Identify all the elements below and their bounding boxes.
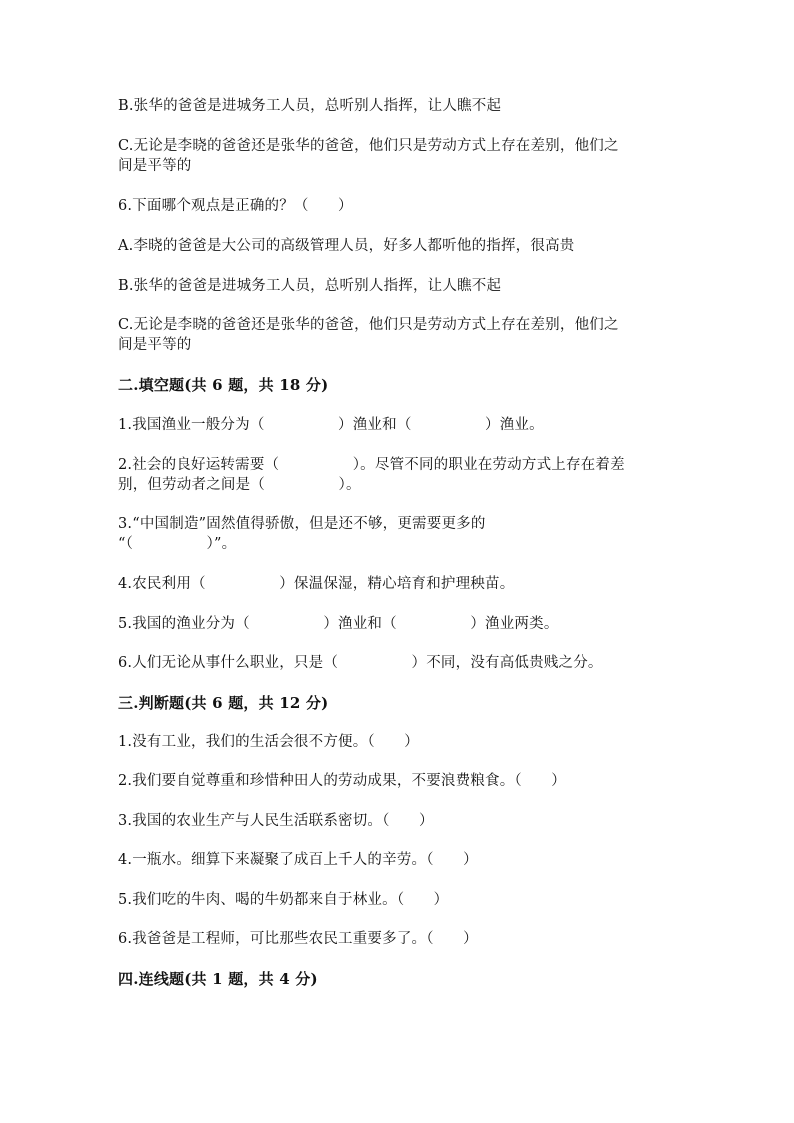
q6-option-c-line1: C.无论是李晓的爸爸还是张华的爸爸，他们只是劳动方式上存在差别，他们之 [118, 317, 619, 333]
q5-option-c-line1: C.无论是李晓的爸爸还是张华的爸爸，他们只是劳动方式上存在差别，他们之 [118, 138, 619, 154]
judge-q5: 5.我们吃的牛肉、喝的牛奶都来自于林业。（ ） [118, 892, 449, 908]
section4-heading: 四.连线题(共 1 题，共 4 分) [118, 970, 318, 988]
fill-q5: 5.我国的渔业分为（ ）渔业和（ ）渔业两类。 [118, 616, 559, 632]
q6-option-c-line2: 间是平等的 [118, 337, 192, 353]
q5-option-c-line2: 间是平等的 [118, 158, 192, 174]
fill-q3-line2: “（ ）”。 [118, 536, 237, 552]
fill-q3-line1: 3.“中国制造”固然值得骄傲，但是还不够，更需要更多的 [118, 516, 486, 532]
judge-q2: 2.我们要自觉尊重和珍惜种田人的劳动成果，不要浪费粮食。（ ） [118, 773, 566, 789]
judge-q6: 6.我爸爸是工程师，可比那些农民工重要多了。（ ） [118, 931, 478, 947]
fill-q2-line1: 2.社会的良好运转需要（ ）。尽管不同的职业在劳动方式上存在着差 [118, 457, 625, 473]
section2-heading: 二.填空题(共 6 题，共 18 分) [118, 376, 329, 394]
fill-q1: 1.我国渔业一般分为（ ）渔业和（ ）渔业。 [118, 417, 544, 433]
fill-q6: 6.人们无论从事什么职业，只是（ ）不同，没有高低贵贱之分。 [118, 655, 603, 671]
judge-q4: 4.一瓶水。细算下来凝聚了成百上千人的辛劳。（ ） [118, 852, 478, 868]
judge-q1: 1.没有工业，我们的生活会很不方便。（ ） [118, 734, 419, 750]
fill-q2-line2: 别，但劳动者之间是（ ）。 [118, 477, 361, 493]
q6-option-b: B.张华的爸爸是进城务工人员，总听别人指挥，让人瞧不起 [118, 278, 502, 294]
q6-option-a: A.李晓的爸爸是大公司的高级管理人员，好多人都听他的指挥，很高贵 [118, 238, 575, 254]
q5-option-b: B.张华的爸爸是进城务工人员，总听别人指挥，让人瞧不起 [118, 98, 502, 114]
judge-q3: 3.我国的农业生产与人民生活联系密切。（ ） [118, 813, 434, 829]
q6-stem: 6.下面哪个观点是正确的？（ ） [118, 198, 353, 214]
fill-q4: 4.农民利用（ ）保温保湿，精心培育和护理秧苗。 [118, 576, 515, 592]
section3-heading: 三.判断题(共 6 题，共 12 分) [118, 694, 329, 712]
